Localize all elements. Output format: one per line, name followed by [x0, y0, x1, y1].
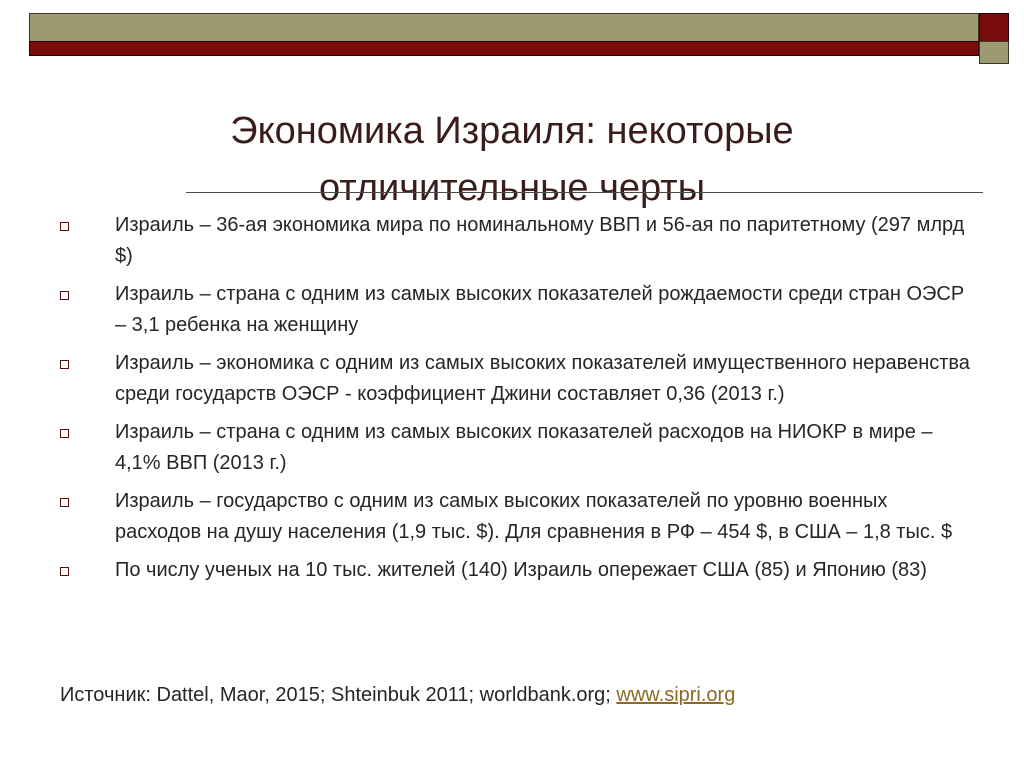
- bullet-item: [60, 348, 970, 410]
- square-bullet-icon: [60, 429, 69, 438]
- bullet-text: Израиль – экономика с одним из самых высоких показателей имущественного неравенства среди государств ОЭСР - коэффициент Джини составляет 0,36 (2013 г.): [115, 352, 970, 405]
- bullet-text: По числу ученых на 10 тыс. жителей (140) Израиль опережает США (85) и Японию (83): [115, 559, 927, 581]
- square-bullet-icon: [60, 567, 69, 576]
- bullet-text: Израиль – государство с одним из самых высоких показателей по уровню военных расходов на душу населения (1,9 тыс. $). Для сравнения в РФ – 454 $, в США – 1,8 тыс. $: [115, 490, 953, 543]
- source-text: Источник: Dattel, Maor, 2015; Shteinbuk 2011; worldbank.org;: [60, 684, 617, 706]
- source-line: [60, 680, 970, 711]
- slide-title: [60, 103, 964, 217]
- bullet-item: [60, 555, 970, 586]
- bullet-item: [60, 486, 970, 548]
- bullet-list: [60, 210, 970, 593]
- bullet-item: [60, 279, 970, 341]
- header-decor-band-olive: [29, 13, 979, 43]
- title-divider: [186, 192, 983, 193]
- bullet-item: [60, 417, 970, 479]
- bullet-text: Израиль – страна с одним из самых высоких показателей рождаемости среди стран ОЭСР – 3,1 ребенка на женщину: [115, 283, 965, 336]
- square-bullet-icon: [60, 360, 69, 369]
- header-decor-square-maroon: [979, 13, 1009, 43]
- bullet-item: [60, 210, 970, 272]
- header-decor-band-maroon: [29, 41, 979, 56]
- slide-title-line-2: отличительные черты: [318, 167, 706, 210]
- square-bullet-icon: [60, 498, 69, 507]
- header-decor-square-olive: [979, 41, 1009, 64]
- sipri-link[interactable]: www.sipri.org: [616, 684, 736, 706]
- bullet-text: Израиль – 36-ая экономика мира по номинальному ВВП и 56-ая по паритетному (297 млрд $): [115, 214, 965, 267]
- slide-title-line-1: Экономика Израиля: некоторые: [230, 110, 794, 153]
- bullet-text: Израиль – страна с одним из самых высоких показателей расходов на НИОКР в мире – 4,1% ВВП (2013 г.): [115, 421, 933, 474]
- square-bullet-icon: [60, 222, 69, 231]
- square-bullet-icon: [60, 291, 69, 300]
